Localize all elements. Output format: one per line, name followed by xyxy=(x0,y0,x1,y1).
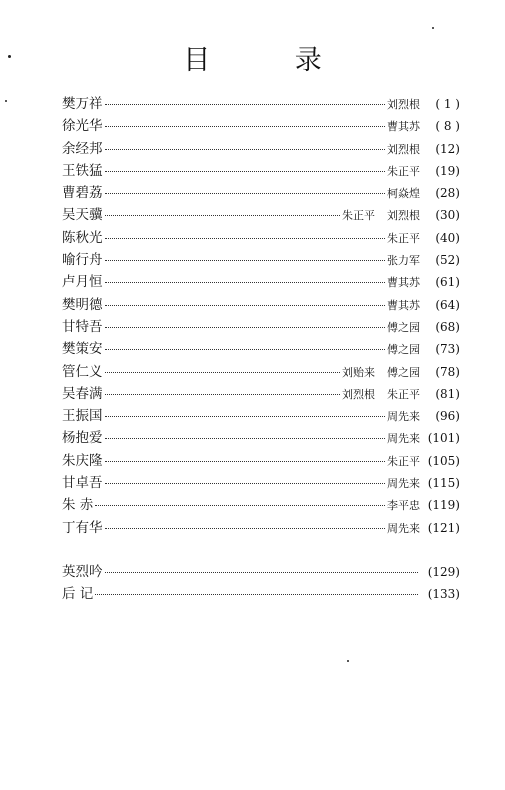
dot-leader xyxy=(105,416,386,417)
toc-entry[interactable] xyxy=(62,159,460,181)
dot-leader xyxy=(105,305,386,306)
entry-name: 英烈吟 xyxy=(62,563,103,580)
entry-author: 曹其苏 xyxy=(387,276,420,290)
entry-name: 樊万祥 xyxy=(62,96,103,112)
entry-page-number: (12) xyxy=(435,141,460,156)
dot-leader xyxy=(105,438,386,439)
entry-name: 徐光华 xyxy=(62,118,103,135)
toc-entry[interactable] xyxy=(62,382,460,404)
toc-entry[interactable] xyxy=(62,315,460,337)
dot-leader xyxy=(105,572,419,573)
entry-author: 李平忠 xyxy=(387,499,420,513)
entry-coauthor: 朱正平 xyxy=(342,209,375,223)
entry-name: 喻行舟 xyxy=(62,252,103,269)
dot-leader xyxy=(105,483,386,484)
table-of-contents xyxy=(62,92,460,605)
entry-name: 杨抱爱 xyxy=(62,430,103,447)
toc-entry[interactable] xyxy=(62,426,460,448)
entry-page-number: ( 8 ) xyxy=(435,119,460,134)
toc-entry[interactable] xyxy=(62,248,460,270)
entry-name: 甘特吾 xyxy=(62,318,103,335)
toc-entry[interactable] xyxy=(62,137,460,159)
toc-entry[interactable] xyxy=(62,114,460,136)
entry-author: 刘烈根 xyxy=(387,142,420,156)
entry-author: 曹其苏 xyxy=(387,298,420,312)
dot-leader xyxy=(105,461,386,462)
entry-page-number: (121) xyxy=(427,520,460,535)
dot-leader xyxy=(105,528,386,529)
dot-leader xyxy=(105,372,341,373)
dot-leader xyxy=(105,327,386,328)
toc-entry[interactable] xyxy=(62,92,460,114)
toc-entry[interactable] xyxy=(62,226,460,248)
page-title: 目 录 xyxy=(183,45,360,76)
entry-page-number: ( 1 ) xyxy=(435,97,460,111)
entry-name: 王振国 xyxy=(62,408,103,425)
entry-author: 傅之园 xyxy=(387,343,420,357)
entry-page-number: (68) xyxy=(435,319,460,334)
entry-coauthor: 刘贻来 xyxy=(342,365,375,379)
entry-page-number: (81) xyxy=(435,386,460,401)
entry-name: 王铁猛 xyxy=(62,162,103,179)
toc-entry[interactable] xyxy=(62,337,460,359)
entry-author: 朱正平 xyxy=(387,164,420,178)
entry-name: 吴天骥 xyxy=(62,207,103,224)
dot-leader xyxy=(105,104,386,105)
entry-author: 朱正平 xyxy=(387,231,420,245)
entry-page-number: (28) xyxy=(435,186,460,201)
dot-leader xyxy=(95,505,385,506)
dot-leader xyxy=(105,394,341,395)
entry-name: 丁有华 xyxy=(62,519,103,536)
dot-leader xyxy=(105,126,386,127)
entry-page-number: (105) xyxy=(427,453,460,468)
entry-author: 周先来 xyxy=(387,477,420,491)
entry-author: 傅之园 xyxy=(387,320,420,334)
entry-author: 傅之园 xyxy=(387,365,420,379)
entry-name: 吴春满 xyxy=(62,385,103,402)
entry-page-number: (129) xyxy=(427,564,460,579)
entry-author: 刘烈根 xyxy=(387,209,420,223)
entry-page-number: (119) xyxy=(427,498,460,513)
toc-entry[interactable] xyxy=(62,516,460,538)
dot-leader xyxy=(105,238,386,239)
entry-name: 后 记 xyxy=(62,586,94,603)
entry-author: 刘烈根 xyxy=(387,98,420,111)
scan-speck xyxy=(347,660,349,662)
entry-name: 卢月恒 xyxy=(62,274,103,291)
entry-page-number: (30) xyxy=(435,208,460,223)
appendix-entry[interactable] xyxy=(62,560,460,582)
dot-leader xyxy=(105,215,341,216)
scan-speck xyxy=(432,27,434,29)
entry-author: 曹其苏 xyxy=(387,120,420,134)
entry-name: 朱 赤 xyxy=(62,497,94,514)
section-gap xyxy=(62,538,460,560)
entry-page-number: (115) xyxy=(427,476,460,491)
entry-name: 甘卓吾 xyxy=(62,475,103,492)
entry-author: 周先来 xyxy=(387,521,420,535)
scan-speck xyxy=(5,100,7,102)
entry-name: 樊策安 xyxy=(62,341,103,358)
scan-speck xyxy=(8,55,11,58)
entry-author: 柯焱煌 xyxy=(387,187,420,201)
entry-name: 陈秋光 xyxy=(62,229,103,246)
toc-entry[interactable] xyxy=(62,404,460,426)
toc-entry[interactable] xyxy=(62,471,460,493)
toc-entry[interactable] xyxy=(62,203,460,225)
entry-name: 余经邦 xyxy=(62,140,103,157)
entry-page-number: (78) xyxy=(435,364,460,379)
entry-name: 朱庆隆 xyxy=(62,452,103,469)
entry-author: 张力军 xyxy=(387,254,420,268)
entry-author: 朱正平 xyxy=(387,454,420,468)
appendix-entry[interactable] xyxy=(62,582,460,604)
dot-leader xyxy=(105,193,386,194)
entry-page-number: (19) xyxy=(435,163,460,178)
entry-name: 樊明德 xyxy=(62,296,103,313)
entry-page-number: (96) xyxy=(435,409,460,424)
dot-leader xyxy=(105,171,386,172)
entry-page-number: (101) xyxy=(427,431,460,446)
entry-page-number: (64) xyxy=(435,297,460,312)
entry-page-number: (133) xyxy=(427,587,460,602)
toc-entry[interactable] xyxy=(62,181,460,203)
entry-page-number: (52) xyxy=(435,253,460,268)
toc-entry[interactable] xyxy=(62,293,460,315)
dot-leader xyxy=(105,282,386,283)
entry-author: 周先来 xyxy=(387,410,420,424)
toc-entries xyxy=(62,92,460,538)
toc-entry[interactable] xyxy=(62,493,460,515)
toc-entry[interactable] xyxy=(62,270,460,292)
entry-page-number: (61) xyxy=(435,275,460,290)
entry-page-number: (73) xyxy=(435,342,460,357)
entry-author: 周先来 xyxy=(387,432,420,446)
toc-entry[interactable] xyxy=(62,449,460,471)
dot-leader xyxy=(105,349,386,350)
toc-appendix xyxy=(62,560,460,605)
dot-leader xyxy=(105,149,386,150)
toc-entry[interactable] xyxy=(62,360,460,382)
entry-coauthor: 刘烈根 xyxy=(342,387,375,401)
entry-name: 管仁义 xyxy=(62,363,103,380)
dot-leader xyxy=(95,594,418,595)
entry-author: 朱正平 xyxy=(387,387,420,401)
entry-page-number: (40) xyxy=(435,230,460,245)
dot-leader xyxy=(105,260,386,261)
entry-name: 曹碧荔 xyxy=(62,185,103,202)
